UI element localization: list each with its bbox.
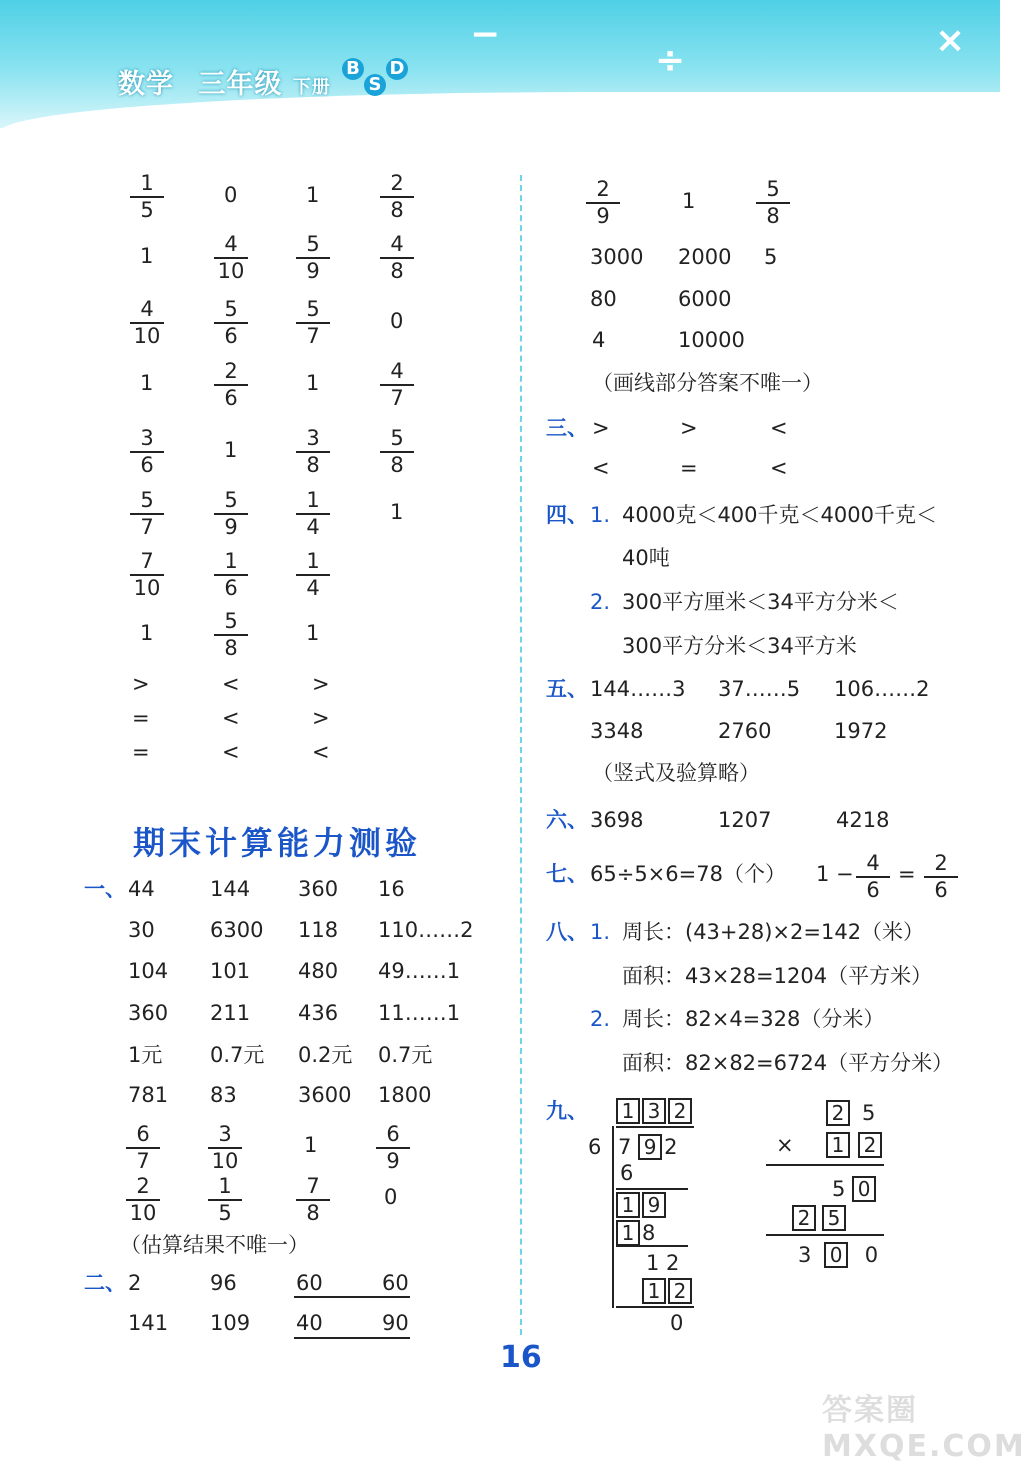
fraction-numerator: 7 — [296, 1175, 330, 1201]
fraction — [126, 1175, 160, 1225]
answer-value: 60 — [382, 1271, 409, 1295]
q8-item1-line2: 面积：43×28=1204（平方米） — [622, 964, 933, 988]
multiply-partial-2 — [792, 1205, 848, 1231]
answer-box: 1 — [616, 1098, 640, 1124]
right-top-note: （画线部分答案不唯一） — [592, 371, 823, 395]
digit: 5 — [862, 1101, 876, 1125]
division-step — [616, 1220, 655, 1246]
answer-value: 360 — [298, 877, 339, 901]
answer-box: 5 — [822, 1205, 846, 1231]
answer-box: 2 — [668, 1278, 692, 1304]
fraction — [214, 489, 248, 539]
answer-value: 96 — [210, 1271, 237, 1295]
division-dividend — [618, 1134, 677, 1160]
fraction — [130, 489, 164, 539]
fraction-numerator: 6 — [126, 1123, 160, 1149]
fraction-numerator: 4 — [380, 360, 414, 386]
fraction-denominator: 6 — [140, 453, 154, 477]
fraction-numerator: 5 — [214, 610, 248, 636]
brand-logo-d: D — [386, 58, 408, 80]
answer-value: 1 — [224, 438, 238, 462]
answer-value: 110……2 — [378, 918, 474, 942]
q1-label: 一、 — [84, 877, 126, 901]
fraction-denominator: 6 — [866, 878, 880, 902]
subject-label: 数学 — [118, 69, 174, 100]
fraction-denominator: 7 — [140, 515, 154, 539]
divide-icon: ÷ — [655, 40, 686, 81]
fraction — [130, 298, 164, 348]
fraction-denominator: 9 — [386, 1149, 400, 1173]
answer-value: < — [770, 416, 788, 440]
q4-item2-line1: 300平方厘米＜34平方分米＜ — [622, 590, 899, 614]
division-line — [616, 1306, 694, 1308]
answer-value: 104 — [128, 959, 169, 983]
division-line — [616, 1188, 688, 1190]
fraction-numerator: 2 — [380, 172, 414, 198]
fraction-denominator: 10 — [129, 1201, 157, 1225]
fraction-numerator: 4 — [380, 233, 414, 259]
grade-label: 三年级 — [198, 69, 283, 100]
answer-value: 1 — [140, 371, 154, 395]
digit: 0 — [864, 1243, 879, 1267]
q2-label: 二、 — [84, 1271, 126, 1295]
fraction-denominator: 9 — [596, 204, 610, 228]
answer-box: 9 — [638, 1134, 662, 1160]
fraction — [924, 852, 958, 902]
q4-item1-line2: 40吨 — [622, 546, 670, 570]
fraction — [376, 1123, 410, 1173]
fraction-denominator: 9 — [306, 259, 320, 283]
answer-value: 1 — [390, 500, 404, 524]
answer-value: 0 — [384, 1185, 398, 1209]
times-icon: × — [935, 20, 966, 61]
answer-box: 1 — [826, 1132, 850, 1158]
fraction-numerator: 3 — [130, 427, 164, 453]
answer-value: 0 — [390, 309, 404, 333]
fraction-numerator: 4 — [130, 298, 164, 324]
q4-label: 四、 — [546, 503, 588, 527]
answer-box: 0 — [852, 1176, 876, 1202]
answer-value: < — [312, 740, 330, 764]
fraction-denominator: 10 — [133, 324, 161, 348]
page-number: 16 — [500, 1340, 542, 1375]
fraction-denominator: 8 — [224, 636, 238, 660]
answer-value: 109 — [210, 1311, 251, 1335]
fraction-denominator: 10 — [211, 1149, 239, 1173]
fraction-denominator: 6 — [224, 324, 238, 348]
q1-note: （估算结果不唯一） — [120, 1233, 309, 1257]
minus-icon: − — [470, 14, 501, 55]
fraction-numerator: 5 — [214, 298, 248, 324]
division-step — [642, 1278, 694, 1304]
fraction — [586, 178, 620, 228]
division-bracket — [612, 1126, 614, 1308]
fraction — [296, 489, 330, 539]
answer-value: 436 — [298, 1001, 339, 1025]
answer-value: 4 — [592, 328, 606, 352]
fraction-numerator: 5 — [130, 489, 164, 515]
section-title: 期末计算能力测验 — [133, 824, 422, 862]
fraction — [296, 427, 330, 477]
fraction — [126, 1123, 160, 1173]
answer-box: 9 — [642, 1192, 666, 1218]
fraction-denominator: 5 — [218, 1201, 232, 1225]
digit: 2 — [664, 1135, 678, 1159]
answer-value: 781 — [128, 1083, 169, 1107]
q6-value: 3698 — [590, 808, 644, 832]
answer-value: 0.2元 — [298, 1043, 353, 1067]
answer-value: 106……2 — [834, 677, 930, 701]
fraction-denominator: 8 — [390, 198, 404, 222]
answer-value: 83 — [210, 1083, 237, 1107]
answer-value: 144 — [210, 877, 251, 901]
answer-box: 1 — [616, 1192, 640, 1218]
q6-value: 1207 — [718, 808, 772, 832]
q5-note: （竖式及验算略） — [592, 761, 760, 785]
fraction-denominator: 8 — [766, 204, 780, 228]
answer-box: 2 — [826, 1100, 850, 1126]
division-step: 1 2 — [646, 1251, 680, 1275]
answer-value: 90 — [382, 1311, 409, 1335]
q3-label: 三、 — [546, 416, 588, 440]
fraction-denominator: 6 — [224, 576, 238, 600]
fraction — [130, 550, 164, 600]
answer-value: 40 — [296, 1311, 323, 1335]
fraction-numerator: 3 — [208, 1123, 242, 1149]
fraction-numerator: 4 — [856, 852, 890, 878]
answer-value: 5 — [764, 245, 778, 269]
answer-box: 1 — [616, 1220, 640, 1246]
fraction — [214, 360, 248, 410]
fraction-denominator: 7 — [306, 324, 320, 348]
fraction — [756, 178, 790, 228]
fraction-numerator: 2 — [924, 852, 958, 878]
multiply-sign: × — [776, 1133, 794, 1157]
answer-value: = — [132, 706, 150, 730]
multiply-line — [766, 1234, 884, 1236]
answer-box: 2 — [668, 1098, 692, 1124]
fraction-numerator: 5 — [296, 233, 330, 259]
answer-value: = — [132, 740, 150, 764]
answer-box: 0 — [824, 1242, 848, 1268]
volume-label: 下册 — [292, 77, 331, 98]
answer-value: 6000 — [678, 287, 732, 311]
header-title — [118, 62, 331, 101]
fraction-numerator: 2 — [126, 1175, 160, 1201]
answer-value: < — [592, 456, 610, 480]
answer-value: 0 — [224, 183, 238, 207]
division-step: 6 — [620, 1161, 634, 1185]
q7-expression-2: 1 − — [816, 862, 854, 886]
answer-value: < — [222, 672, 240, 696]
division-divisor: 6 — [588, 1135, 602, 1159]
answer-value: 480 — [298, 959, 339, 983]
answer-value: 1 — [306, 621, 320, 645]
fraction-numerator: 3 — [296, 427, 330, 453]
answer-value: 3348 — [590, 719, 644, 743]
answer-value: < — [222, 740, 240, 764]
fraction-numerator: 5 — [380, 427, 414, 453]
answer-value: 211 — [210, 1001, 251, 1025]
fraction-denominator: 10 — [133, 576, 161, 600]
fraction-numerator: 5 — [756, 178, 790, 204]
q4-item2-number: 2. — [590, 590, 611, 614]
fraction — [296, 550, 330, 600]
multiply-result — [798, 1242, 878, 1268]
answer-value: 80 — [590, 287, 617, 311]
fraction — [296, 1175, 330, 1225]
answer-value: 141 — [128, 1311, 169, 1335]
fraction-numerator: 2 — [214, 360, 248, 386]
fraction-numerator: 1 — [130, 172, 164, 198]
answer-value: < — [770, 456, 788, 480]
fraction-numerator: 1 — [296, 550, 330, 576]
answer-box: 2 — [792, 1205, 816, 1231]
answer-value: 1 — [140, 621, 154, 645]
answer-value: 360 — [128, 1001, 169, 1025]
fraction — [380, 172, 414, 222]
fraction-numerator: 5 — [214, 489, 248, 515]
answer-value: 1 — [304, 1133, 318, 1157]
digit: 8 — [642, 1221, 656, 1245]
answer-value: 3000 — [590, 245, 644, 269]
division-quotient — [616, 1098, 694, 1124]
fraction-denominator: 5 — [140, 198, 154, 222]
underline — [294, 1296, 410, 1298]
q4-item1-number: 1. — [590, 503, 611, 527]
fraction — [380, 233, 414, 283]
division-bar — [616, 1126, 694, 1128]
column-divider — [520, 175, 522, 1335]
fraction-denominator: 6 — [224, 386, 238, 410]
answer-box: 1 — [642, 1278, 666, 1304]
q4-item2-line2: 300平方分米＜34平方米 — [622, 634, 857, 658]
answer-value: 60 — [296, 1271, 323, 1295]
answer-value: 118 — [298, 918, 339, 942]
fraction — [296, 298, 330, 348]
fraction-denominator: 8 — [390, 259, 404, 283]
q7-expression: 65÷5×6=78（个） — [590, 862, 786, 886]
q8-item2-line1: 周长：82×4=328（分米） — [622, 1007, 885, 1031]
fraction-numerator: 5 — [296, 298, 330, 324]
answer-value: 1元 — [128, 1043, 163, 1067]
multiply-top — [826, 1100, 875, 1126]
answer-value: 0.7元 — [378, 1043, 433, 1067]
equals-sign: = — [898, 862, 916, 886]
q8-label: 八、 — [546, 920, 588, 944]
digit: 7 — [618, 1135, 632, 1159]
fraction-denominator: 6 — [934, 878, 948, 902]
fraction — [130, 427, 164, 477]
answer-value: 1 — [682, 189, 696, 213]
answer-value: > — [592, 416, 610, 440]
fraction-denominator: 9 — [224, 515, 238, 539]
multiply-second — [826, 1132, 884, 1158]
answer-value: 30 — [128, 918, 155, 942]
answer-value: 2000 — [678, 245, 732, 269]
fraction-denominator: 8 — [306, 1201, 320, 1225]
answer-value: 1800 — [378, 1083, 432, 1107]
q6-label: 六、 — [546, 808, 588, 832]
q8-item2-line2: 面积：82×82=6724（平方分米） — [622, 1051, 954, 1075]
fraction-denominator: 7 — [390, 386, 404, 410]
fraction — [856, 852, 890, 902]
fraction-numerator: 4 — [214, 233, 248, 259]
digit: 3 — [798, 1243, 812, 1267]
division-remainder: 0 — [670, 1311, 684, 1335]
fraction — [208, 1123, 242, 1173]
answer-value: 16 — [378, 877, 405, 901]
digit: 5 — [832, 1177, 846, 1201]
q8-item2-number: 2. — [590, 1007, 611, 1031]
fraction-denominator: 8 — [390, 453, 404, 477]
answer-value: 11……1 — [378, 1001, 461, 1025]
multiply-line — [766, 1164, 884, 1166]
fraction — [214, 233, 248, 283]
answer-value: 0.7元 — [210, 1043, 265, 1067]
fraction-numerator: 1 — [214, 550, 248, 576]
q4-item1-line1: 4000克＜400千克＜4000千克＜ — [622, 503, 937, 527]
q7-label: 七、 — [546, 862, 588, 886]
answer-value: > — [312, 672, 330, 696]
fraction-denominator: 7 — [136, 1149, 150, 1173]
answer-box: 3 — [642, 1098, 666, 1124]
brand-logo-s: S — [364, 74, 386, 96]
answer-value: 37……5 — [718, 677, 801, 701]
fraction — [214, 610, 248, 660]
fraction — [208, 1175, 242, 1225]
fraction — [214, 298, 248, 348]
fraction-denominator: 4 — [306, 576, 320, 600]
answer-value: 2 — [128, 1271, 142, 1295]
answer-value: > — [132, 672, 150, 696]
answer-value: 101 — [210, 959, 251, 983]
fraction-denominator: 10 — [217, 259, 245, 283]
q8-item1-line1: 周长：(43+28)×2=142（米） — [622, 920, 925, 944]
fraction-numerator: 2 — [586, 178, 620, 204]
answer-value: 2760 — [718, 719, 772, 743]
answer-box: 2 — [858, 1132, 882, 1158]
q6-value: 4218 — [836, 808, 890, 832]
fraction-numerator: 7 — [130, 550, 164, 576]
fraction-denominator: 4 — [306, 515, 320, 539]
answer-value: 1 — [140, 244, 154, 268]
answer-value: > — [680, 416, 698, 440]
fraction-numerator: 6 — [376, 1123, 410, 1149]
fraction — [130, 172, 164, 222]
answer-value: 6300 — [210, 918, 264, 942]
answer-value: 1 — [306, 371, 320, 395]
fraction-numerator: 1 — [296, 489, 330, 515]
fraction — [296, 233, 330, 283]
fraction — [214, 550, 248, 600]
answer-value: 44 — [128, 877, 155, 901]
fraction — [380, 427, 414, 477]
answer-value: 10000 — [678, 328, 745, 352]
q8-item1-number: 1. — [590, 920, 611, 944]
answer-value: 3600 — [298, 1083, 352, 1107]
q9-label: 九、 — [546, 1099, 588, 1123]
multiply-partial-1 — [832, 1176, 878, 1202]
answer-value: = — [680, 456, 698, 480]
fraction-numerator: 1 — [208, 1175, 242, 1201]
answer-value: > — [312, 706, 330, 730]
division-line — [616, 1245, 688, 1247]
answer-value: 1972 — [834, 719, 888, 743]
underline — [294, 1337, 410, 1339]
answer-value: 49……1 — [378, 959, 461, 983]
division-step — [616, 1192, 668, 1218]
watermark: 答案圈 MXQE.COM — [822, 1393, 1026, 1464]
q5-label: 五、 — [546, 677, 588, 701]
brand-logo-b: B — [342, 58, 364, 80]
fraction — [380, 360, 414, 410]
answer-value: 144……3 — [590, 677, 686, 701]
fraction-denominator: 8 — [306, 453, 320, 477]
answer-value: < — [222, 706, 240, 730]
answer-value: 1 — [306, 183, 320, 207]
